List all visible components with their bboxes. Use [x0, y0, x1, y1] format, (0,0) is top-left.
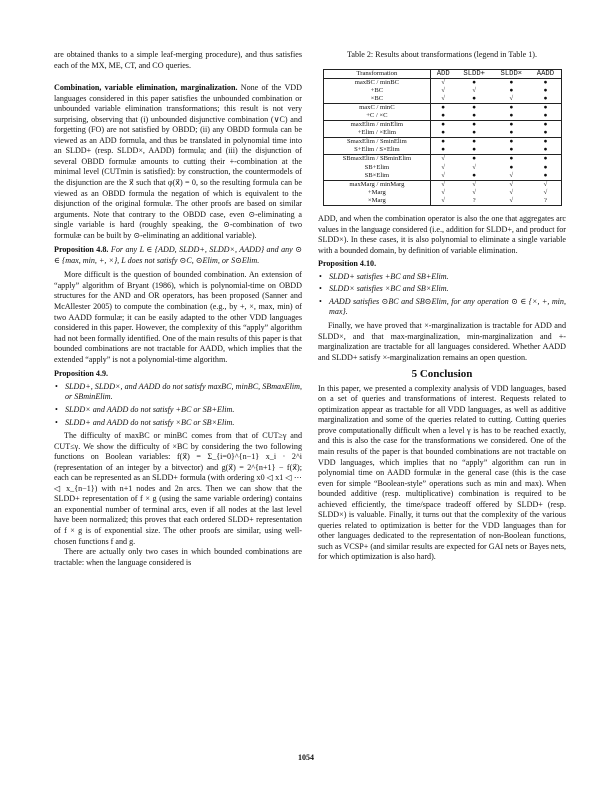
table-body: [324, 78, 562, 205]
transformations-table: [323, 69, 562, 207]
result-cell: ●: [441, 112, 446, 120]
paragraph-difficulty: The difficulty of maxBC or minBC comes from that of CUT≥γ and CUT≤γ. We show the difficulty of ×BC by considering the two following functions on Boolean variables: f(x⃗) = Σ_{i=0}^{n−1} x_i · 2^i (representation of an integer by a bitvector) and g(x⃗) = 2^{n+1} − f(x⃗); each can be represented as an SLDD+ formula (with ordering x0 ◁ x1 ◁ ⋯ ◁ x_{n−1}) with n+1 nodes and 2n arcs. Then we can show that the SLDD+ representation of f × g (using the same variable ordering) contains an exponential number of terminal arcs, even if all nodes at the last level have been normalized; this proves that each ordered SLDD+ representation of f × g is of exponential size. The other proofs are similar, using well-chosen functions f and g.: [54, 431, 302, 546]
paragraph-add-combination: ADD, and when the combination operator is also the one that aggregates arc values in the language considered (i.e., addition for SLDD+, and product for SLDD×). In these cases, it is also polynomial to eliminate a single variable with a bounded domain, by definition of variable elimination.: [318, 214, 566, 255]
table-header-row: [324, 69, 562, 78]
result-cell: ?: [472, 196, 476, 204]
transformation-name-cell: +Elim / ×Elim: [324, 129, 431, 138]
section-title-conclusion: 5 Conclusion: [411, 368, 473, 381]
paragraph-finally: Finally, we have proved that ×-marginalization is tractable for ADD and SLDD×, and that max-marginalization, min-marginalization and +-marginalization are tractable for all languages considered. Whether AADD and SLDD+ satisfy ×-marginalization remains an open question.: [318, 320, 566, 362]
result-cell: √: [430, 180, 455, 189]
result-cell: √: [493, 180, 530, 189]
result-cell: ●: [543, 78, 548, 86]
page-number: 1054: [298, 753, 314, 762]
transformation-name-cell: maxC / minC: [324, 103, 431, 112]
table-row: [324, 172, 562, 181]
result-cell: ●: [456, 155, 493, 164]
header-transformation: Transformation: [324, 69, 431, 78]
paragraph-combination: [54, 83, 302, 241]
result-cell: ●: [543, 163, 548, 171]
result-cell: √: [441, 188, 445, 196]
result-cell: ●: [472, 171, 477, 179]
result-cell: ●: [493, 138, 530, 147]
proposition-4-9-label: Proposition 4.9.: [54, 369, 109, 379]
result-cell: √: [441, 171, 445, 179]
result-cell: ●: [430, 121, 455, 130]
result-cell: √: [441, 78, 445, 86]
result-cell: ●: [441, 129, 446, 137]
result-cell: ●: [430, 103, 455, 112]
result-cell: ●: [530, 138, 562, 147]
result-cell: √: [441, 94, 445, 102]
table-row: [324, 78, 562, 87]
table-row: [324, 189, 562, 197]
result-cell: ●: [543, 129, 548, 137]
paragraph-leaf-merging: are obtained thanks to a simple leaf-merging procedure), and thus satisfies each of the MX, ME, CT, and CO queries.: [54, 50, 302, 70]
result-cell: √: [509, 188, 514, 196]
result-cell: ●: [543, 112, 548, 120]
table-row: [324, 87, 562, 95]
result-cell: √: [543, 188, 548, 196]
result-cell: ●: [456, 103, 493, 112]
result-cell: √: [441, 196, 445, 204]
transformation-name-cell: +Marg: [324, 189, 431, 197]
result-cell: ●: [530, 155, 562, 164]
header-sldd-times: SLDD×: [493, 69, 530, 78]
result-cell: √: [472, 163, 476, 171]
paragraph-bounded-combination: More difficult is the question of bounded combination. An extension of “apply” algorithm of Bryant (1986), which is polynomial-time on OBDD structures for the AND and OR operators, has been proposed (Sanner and McAllester 2005) to compute the combination (e.g., by +, ×, max, min) of two AADD formulæ; it can be easily adapted to the other VDD languages considered in this paper. However, the complexity of this “apply” algorithm had not been formally identified. One of the main results of this paper is that bounded combinations are not tractable for AADD, which implies that the extended “apply” is not a polynomial-time algorithm.: [54, 270, 302, 364]
result-cell: √: [509, 196, 514, 204]
result-cell: ●: [441, 146, 446, 154]
table-row: [324, 155, 562, 164]
list-item: • AADD satisfies ⊙BC and SB⊙Elim, for any operation ⊙ ∈ {×, +, min, max}.: [318, 297, 566, 318]
header-add: ADD: [430, 69, 455, 78]
result-cell: ●: [543, 94, 548, 102]
result-cell: ●: [456, 138, 493, 147]
result-cell: √: [530, 180, 562, 189]
result-cell: ●: [493, 155, 530, 164]
result-cell: ●: [530, 103, 562, 112]
result-cell: ●: [509, 78, 514, 86]
transformation-name-cell: SmaxElim / SminElim: [324, 138, 431, 147]
result-cell: √: [509, 171, 514, 179]
result-cell: √: [430, 155, 455, 164]
table-row: [324, 112, 562, 121]
combination-body: None of the VDD languages considered in this paper satisfies the unbounded combination or unbounded variable elimination transformations; this result is not very surprising, observing that (i) unbounded disjunctive combination (∨C) and forgetting (FO) are not satisfied by OBDD; (ii) any OBDD formula can be viewed as an ADD formula, and thus be translated in polynomial time into an SLDD+ (resp. SLDD×, AADD) formula; and (iii) the disjunction of several OBDD formulæ amounts to cutting their +-combination at the minimal level (CUTmin is satisfied): by construction, the countermodels of the disjunction are the x⃗ such that φ(x⃗) = 0, so the resulting formula can be viewed as an OBDD formula the negation of which is equivalent to the disjunction of the original formulæ. The other proofs are based on similar arguments. Note that contrary to the OBDD case, even ⊙-eliminating a single variable is hard (roughly speaking, the ⊙-combination of two formulæ can be built by ⊙-eliminating an additional variable).: [54, 83, 302, 240]
list-item: • SLDD+ and AADD do not satisfy ×BC or SB×Elim.: [54, 418, 302, 429]
table-row: [324, 129, 562, 138]
transformation-name-cell: ×Marg: [324, 197, 431, 206]
table-row: [324, 138, 562, 147]
transformation-name-cell: ×BC: [324, 95, 431, 104]
transformation-name-cell: SB+Elim: [324, 164, 431, 172]
transformation-name-cell: maxBC / minBC: [324, 78, 431, 87]
result-cell: ●: [543, 146, 548, 154]
result-cell: ●: [543, 171, 548, 179]
header-aadd: AADD: [530, 69, 562, 78]
result-cell: ?: [543, 196, 547, 204]
transformation-name-cell: +C / ×C: [324, 112, 431, 121]
transformation-name-cell: +BC: [324, 87, 431, 95]
result-cell: ●: [509, 163, 514, 171]
list-item: • SLDD+ satisfies +BC and SB+Elim.: [318, 272, 566, 283]
transformation-name-cell: maxMarg / minMarg: [324, 180, 431, 189]
result-cell: √: [456, 180, 493, 189]
result-cell: ●: [530, 121, 562, 130]
result-cell: ●: [430, 138, 455, 147]
result-cell: ●: [472, 112, 477, 120]
list-item: • SLDD× and AADD do not satisfy +BC or SB+Elim.: [54, 405, 302, 416]
table-row: [324, 197, 562, 206]
transformations-table-wrap: [318, 69, 566, 207]
header-sldd-plus: SLDD+: [456, 69, 493, 78]
result-cell: ●: [472, 146, 477, 154]
result-cell: √: [441, 86, 445, 94]
list-item: • SLDD× satisfies ×BC and SB×Elim.: [318, 284, 566, 295]
transformation-name-cell: SBmaxElim / SBminElim: [324, 155, 431, 164]
paragraph-only-two-cases: There are actually only two cases in which bounded combinations are tractable: when the language considered is: [54, 547, 302, 567]
proposition-4-8-body: For any L ∈ {ADD, SLDD+, SLDD×, AADD} and any ⊙ ∈ {max, min, +, ×}, L does not satisfy ⊙C, ⊙Elim, or S⊙Elim.: [54, 245, 302, 265]
table-row: [324, 95, 562, 104]
result-cell: ●: [472, 129, 477, 137]
paragraph-conclusion: In this paper, we presented a complexity analysis of VDD languages, based on a set of queries and transformations of interest. Requests related to optimization appear as tractable for all VDD languages, as well as additive marginalization and some of the queries related to cutting. Cutting queries prove computationally difficult when a level γ is has to be reached exactly, and this is also the case for the transformations we considered. One of the main results of the paper is that bounded combinations are not tractable on VDD languages, which implies that no “apply” algorithm can run in polynomial time on AADD formulæ in the general case (this is the case even for simple “Boolean-style” operations such as min and max). When bounded additive (resp. multiplicative) combination is required to be achieved efficiently, the time/space tradeoff offered by SLDD+ (resp. SLDD×) is valuable. Finally, it turns out that the complexity of the various queries related to optimization is better for the VDD languages than for other languages dedicated to the representation of non-Boolean functions, such as VCSP+ (and similar results are expected for GAI nets or Bayes nets, for which optimization is also hard).: [318, 383, 566, 562]
combination-heading: Combination, variable elimination, marginalization.: [54, 83, 238, 93]
result-cell: ●: [509, 112, 514, 120]
table-row: [324, 146, 562, 155]
result-cell: ●: [509, 146, 514, 154]
right-column: [318, 50, 566, 563]
table-row: [324, 164, 562, 172]
result-cell: ●: [509, 86, 514, 94]
table-row: [324, 103, 562, 112]
proposition-4-8: [54, 245, 302, 266]
result-cell: √: [509, 94, 514, 102]
table-row: [324, 121, 562, 130]
result-cell: ●: [456, 121, 493, 130]
result-cell: ●: [472, 78, 477, 86]
table-caption: Table 2: Results about transformations (legend in Table 1).: [346, 50, 537, 59]
left-column: [54, 50, 302, 568]
result-cell: ●: [472, 94, 477, 102]
result-cell: ●: [543, 86, 548, 94]
transformation-name-cell: maxElim / minElim: [324, 121, 431, 130]
result-cell: ●: [493, 103, 530, 112]
result-cell: √: [472, 188, 476, 196]
proposition-4-10-label: Proposition 4.10.: [318, 259, 377, 269]
table-row: [324, 180, 562, 189]
proposition-4-9-list: [54, 382, 302, 428]
proposition-4-8-label: Proposition 4.8.: [54, 245, 109, 255]
result-cell: ●: [509, 129, 514, 137]
result-cell: ●: [493, 121, 530, 130]
transformation-name-cell: S+Elim / S×Elim: [324, 146, 431, 155]
proposition-4-10-list: [318, 272, 566, 318]
result-cell: √: [441, 163, 445, 171]
transformation-name-cell: SB×Elim: [324, 172, 431, 181]
result-cell: √: [472, 86, 476, 94]
list-item: • SLDD+, SLDD×, and AADD do not satisfy maxBC, minBC, SBmaxElim, or SBminElim.: [54, 382, 302, 403]
